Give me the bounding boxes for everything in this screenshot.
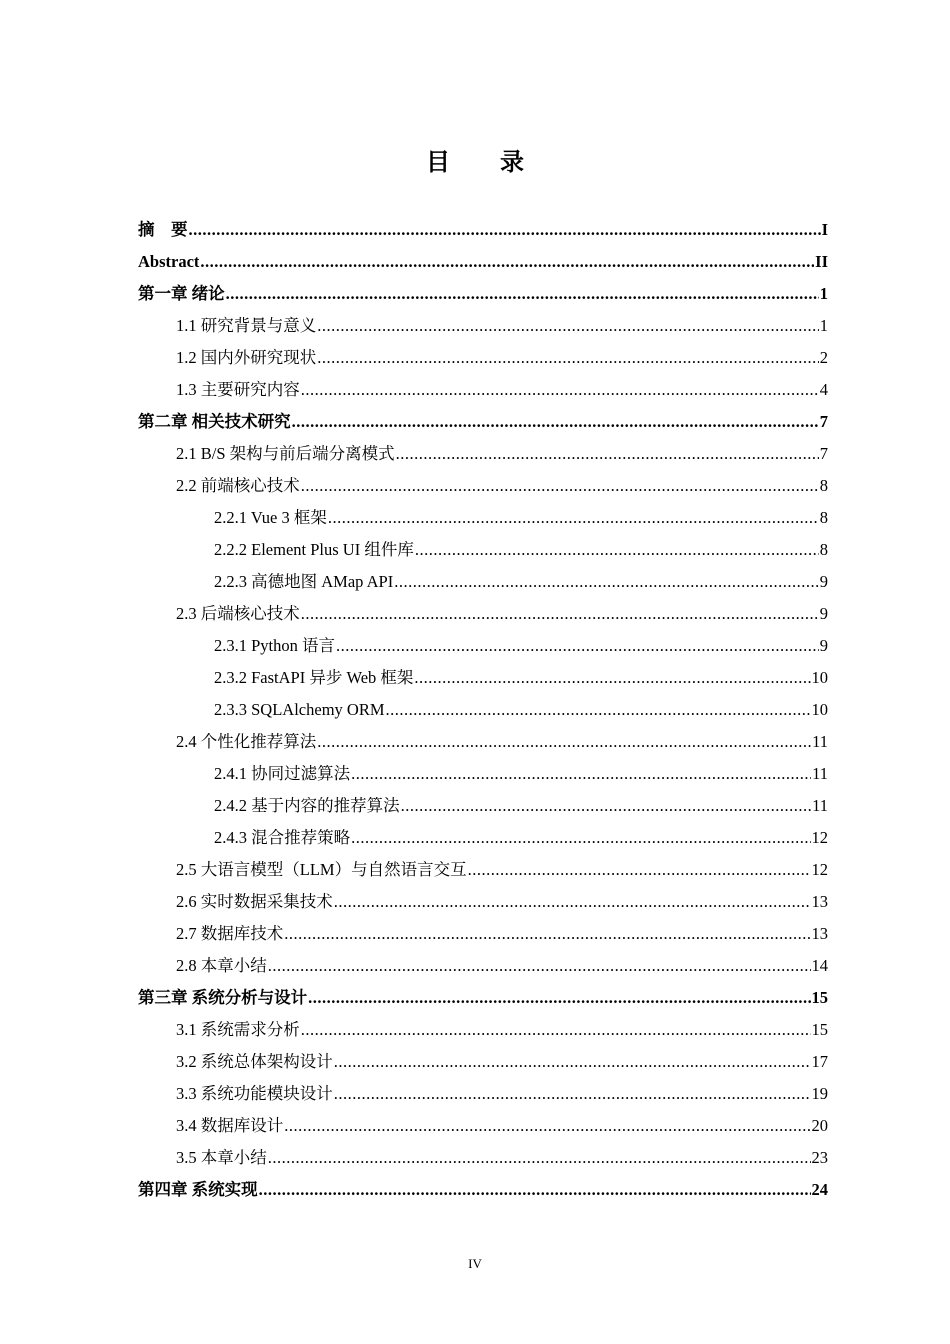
toc-entry[interactable]	[138, 662, 828, 694]
toc-entry-page: 13	[811, 892, 828, 911]
toc-entry[interactable]	[138, 1014, 828, 1046]
toc-entry-page: 17	[811, 1052, 828, 1071]
toc-entry[interactable]	[138, 374, 828, 406]
toc-entry-label: 第二章 相关技术研究	[138, 412, 291, 431]
toc-entry[interactable]	[138, 502, 828, 534]
toc-entry[interactable]	[138, 854, 828, 886]
toc-entry-page: 1	[819, 284, 828, 303]
toc-entry-page: 1	[819, 316, 828, 335]
toc-entry-label: 2.2.2 Element Plus UI 组件库	[214, 540, 414, 559]
dot-leader	[396, 438, 819, 470]
toc-entry-label: 2.2.1 Vue 3 框架	[214, 508, 327, 527]
toc-entry-page: 11	[812, 732, 828, 751]
dot-leader	[301, 1014, 811, 1046]
toc-entry-page: I	[821, 220, 828, 239]
toc-entry-label: 2.6 实时数据采集技术	[176, 892, 333, 911]
toc-entry-page: 8	[819, 476, 828, 495]
dot-leader	[301, 470, 819, 502]
toc-entry-label: 2.4.1 协同过滤算法	[214, 764, 351, 783]
dot-leader	[301, 374, 819, 406]
toc-entry-page: 13	[811, 924, 828, 943]
toc-entry-label: 2.8 本章小结	[176, 956, 267, 975]
toc-entry[interactable]	[138, 790, 828, 822]
toc-entry[interactable]	[138, 310, 828, 342]
toc-entry[interactable]	[138, 406, 828, 438]
dot-leader	[317, 342, 819, 374]
dot-leader	[328, 502, 819, 534]
toc-entry-label: 3.5 本章小结	[176, 1148, 267, 1167]
dot-leader	[334, 886, 811, 918]
toc-entry[interactable]	[138, 726, 828, 758]
toc-entry-page: 4	[819, 380, 828, 399]
toc-entry[interactable]	[138, 246, 828, 278]
toc-entry-label: 3.4 数据库设计	[176, 1116, 284, 1135]
toc-entry-label: Abstract	[138, 252, 200, 271]
toc-entry-label: 2.4 个性化推荐算法	[176, 732, 317, 751]
toc-entry[interactable]	[138, 342, 828, 374]
toc-entry-page: 20	[811, 1116, 828, 1135]
dot-leader	[268, 950, 811, 982]
toc-entry-label: 2.2 前端核心技术	[176, 476, 300, 495]
toc-entry-label: 2.4.3 混合推荐策略	[214, 828, 351, 847]
toc-entry-label: 2.5 大语言模型（LLM）与自然语言交互	[176, 860, 467, 879]
toc-entry-page: 23	[811, 1148, 828, 1167]
dot-leader	[386, 694, 811, 726]
toc-entry-label: 2.1 B/S 架构与前后端分离模式	[176, 444, 395, 463]
toc-entry-page: 10	[811, 700, 828, 719]
toc-entry-label: 3.2 系统总体架构设计	[176, 1052, 333, 1071]
toc-entry[interactable]	[138, 566, 828, 598]
dot-leader	[284, 918, 810, 950]
toc-entry[interactable]	[138, 982, 828, 1014]
toc-entry-label: 3.3 系统功能模块设计	[176, 1084, 333, 1103]
toc-entry-page: 24	[811, 1180, 828, 1199]
toc-entry-page: 8	[819, 508, 828, 527]
toc-entry-page: 2	[819, 348, 828, 367]
toc-entry-page: 10	[811, 668, 828, 687]
toc-entry-page: 19	[811, 1084, 828, 1103]
toc-entry-label: 第三章 系统分析与设计	[138, 988, 308, 1007]
dot-leader	[317, 310, 819, 342]
toc-entry-label: 1.1 研究背景与意义	[176, 316, 317, 335]
toc-entry[interactable]	[138, 758, 828, 790]
toc-entry-page: 7	[819, 444, 828, 463]
toc-entry-page: 12	[811, 860, 828, 879]
toc-entry[interactable]	[138, 630, 828, 662]
toc-entry-page: 15	[811, 1020, 828, 1039]
dot-leader	[336, 630, 819, 662]
dot-leader	[334, 1046, 811, 1078]
toc-entry-label: 2.3.2 FastAPI 异步 Web 框架	[214, 668, 414, 687]
toc-entry[interactable]	[138, 278, 828, 310]
toc-entry-page: 9	[819, 572, 828, 591]
dot-leader	[317, 726, 811, 758]
dot-leader	[292, 406, 819, 438]
dot-leader	[468, 854, 811, 886]
toc-entry-page: 9	[819, 604, 828, 623]
dot-leader	[351, 758, 811, 790]
toc-entry-label: 第四章 系统实现	[138, 1180, 258, 1199]
toc-entry[interactable]	[138, 1142, 828, 1174]
page-number: IV	[468, 1256, 482, 1271]
toc-entry-label: 摘 要	[138, 220, 188, 239]
toc-entry-page: 11	[812, 796, 828, 815]
table-of-contents	[138, 214, 828, 1206]
toc-entry-page: 15	[811, 988, 828, 1007]
toc-entry-label: 1.3 主要研究内容	[176, 380, 300, 399]
toc-entry[interactable]	[138, 822, 828, 854]
toc-entry-page: 9	[819, 636, 828, 655]
toc-entry-label: 2.3.1 Python 语言	[214, 636, 336, 655]
toc-entry[interactable]	[138, 214, 828, 246]
toc-title: 目 录	[426, 150, 546, 176]
toc-entry[interactable]	[138, 950, 828, 982]
toc-entry-page: 11	[812, 764, 828, 783]
toc-entry-page: 8	[819, 540, 828, 559]
toc-entry[interactable]	[138, 534, 828, 566]
dot-leader	[189, 214, 821, 246]
dot-leader	[226, 278, 819, 310]
dot-leader	[394, 566, 819, 598]
toc-entry[interactable]	[138, 1110, 828, 1142]
toc-entry-page: 7	[819, 412, 828, 431]
dot-leader	[334, 1078, 811, 1110]
toc-entry[interactable]	[138, 918, 828, 950]
toc-entry-label: 2.3.3 SQLAlchemy ORM	[214, 700, 385, 719]
dot-leader	[200, 246, 814, 278]
toc-entry-label: 第一章 绪论	[138, 284, 225, 303]
dot-leader	[414, 662, 810, 694]
toc-entry-page: 12	[811, 828, 828, 847]
toc-entry[interactable]	[138, 694, 828, 726]
toc-entry[interactable]	[138, 438, 828, 470]
dot-leader	[259, 1174, 811, 1206]
toc-entry-label: 2.3 后端核心技术	[176, 604, 300, 623]
dot-leader	[284, 1110, 810, 1142]
toc-entry-page: II	[815, 252, 828, 271]
dot-leader	[301, 598, 819, 630]
dot-leader	[415, 534, 819, 566]
toc-entry-page: 14	[811, 956, 828, 975]
toc-entry-label: 1.2 国内外研究现状	[176, 348, 317, 367]
toc-entry[interactable]	[138, 470, 828, 502]
toc-entry[interactable]	[138, 1078, 828, 1110]
dot-leader	[351, 822, 810, 854]
toc-entry[interactable]	[138, 1046, 828, 1078]
dot-leader	[401, 790, 811, 822]
dot-leader	[268, 1142, 811, 1174]
dot-leader	[308, 982, 810, 1014]
toc-entry[interactable]	[138, 886, 828, 918]
toc-entry[interactable]	[138, 598, 828, 630]
toc-entry-label: 2.7 数据库技术	[176, 924, 284, 943]
toc-entry[interactable]	[138, 1174, 828, 1206]
toc-entry-label: 2.2.3 高德地图 AMap API	[214, 572, 394, 591]
toc-entry-label: 3.1 系统需求分析	[176, 1020, 300, 1039]
toc-entry-label: 2.4.2 基于内容的推荐算法	[214, 796, 400, 815]
